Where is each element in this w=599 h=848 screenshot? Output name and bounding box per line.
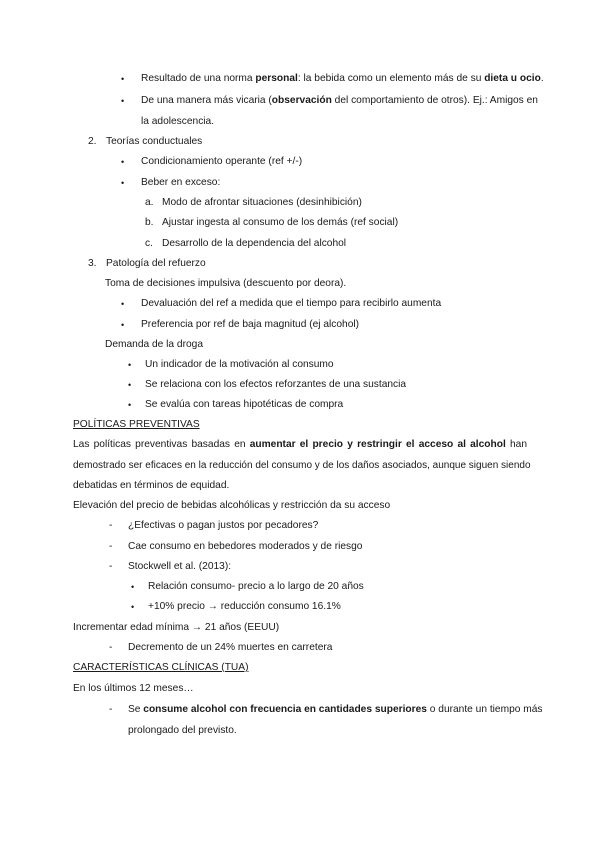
bullet: • [128, 380, 132, 390]
list-item: Resultado de una norma personal: la bebida como un elemento más de su dieta u ocio. [141, 73, 544, 84]
sub-list-item: Modo de afrontar situaciones (desinhibición) [162, 197, 362, 208]
bullet: • [121, 320, 125, 330]
bullet: • [121, 157, 125, 167]
bullet: • [128, 360, 132, 370]
paragraph-line: demostrado ser eficaces en la reducción del consumo y de los daños asociados, aunque siguen siendo [73, 460, 531, 471]
bullet: • [121, 96, 125, 106]
list-item: De una manera más vicaria (observación del comportamiento de otros). Ej.: Amigos en [141, 95, 538, 106]
paragraph-line: Demanda de la droga [105, 339, 203, 350]
bullet: • [131, 602, 135, 612]
paragraph-line: Incrementar edad mínima → 21 años (EEUU) [73, 622, 280, 633]
sub-list-letter: b. [145, 217, 154, 228]
section-item-title: Patología del refuerzo [106, 258, 206, 269]
paragraph-line: Elevación del precio de bebidas alcohólicas y restricción da su acceso [73, 500, 391, 511]
paragraph-line: Las políticas preventivas basadas en aumentar el precio y restringir el acceso al alcohol han [73, 439, 527, 450]
list-item-continuation: la adolescencia. [141, 116, 215, 127]
list-item: Condicionamiento operante (ref +/-) [141, 156, 303, 167]
list-item: Se evalúa con tareas hipotéticas de compra [145, 399, 344, 410]
dash-marker: - [109, 541, 113, 552]
paragraph-line: debatidas en términos de equidad. [73, 480, 230, 491]
paragraph-line: Toma de decisiones impulsiva (descuento por deora). [105, 278, 347, 289]
bullet: • [128, 400, 132, 410]
list-item-continuation: prolongado del previsto. [128, 725, 237, 736]
list-item: Beber en exceso: [141, 177, 221, 188]
dash-marker: - [109, 520, 113, 531]
section-heading: CARACTERÍSTICAS CLÍNICAS (TUA) [73, 662, 249, 673]
list-number: 2. [88, 136, 97, 147]
list-number: 3. [88, 258, 97, 269]
dash-marker: - [109, 642, 113, 653]
paragraph-line: En los últimos 12 meses… [73, 683, 194, 694]
dash-marker: - [109, 561, 113, 572]
list-item: ¿Efectivas o pagan justos por pecadores? [128, 520, 319, 531]
bullet: • [121, 74, 125, 84]
section-item-title: Teorías conductuales [106, 136, 203, 147]
list-item: Se relaciona con los efectos reforzantes de una sustancia [145, 379, 407, 390]
sub-list-letter: c. [145, 238, 153, 249]
sub-list-letter: a. [145, 197, 154, 208]
list-item: Stockwell et al. (2013): [128, 561, 232, 572]
list-item: +10% precio → reducción consumo 16.1% [148, 601, 341, 612]
list-item: Un indicador de la motivación al consumo [145, 359, 334, 370]
list-item: Devaluación del ref a medida que el tiempo para recibirlo aumenta [141, 298, 442, 309]
list-item: Decremento de un 24% muertes en carretera [128, 642, 333, 653]
list-item: Relación consumo- precio a lo largo de 20 años [148, 581, 364, 592]
list-item: Preferencia por ref de baja magnitud (ej alcohol) [141, 319, 360, 330]
list-item: Cae consumo en bebedores moderados y de riesgo [128, 541, 363, 552]
bullet: • [121, 178, 125, 188]
sub-list-item: Desarrollo de la dependencia del alcohol [162, 238, 347, 249]
bullet: • [131, 582, 135, 592]
bullet: • [121, 299, 125, 309]
section-heading: POLÍTICAS PREVENTIVAS [73, 419, 200, 430]
sub-list-item: Ajustar ingesta al consumo de los demás (ref social) [162, 217, 399, 228]
list-item: Se consume alcohol con frecuencia en cantidades superiores o durante un tiempo más [128, 704, 543, 715]
dash-marker: - [109, 704, 113, 715]
